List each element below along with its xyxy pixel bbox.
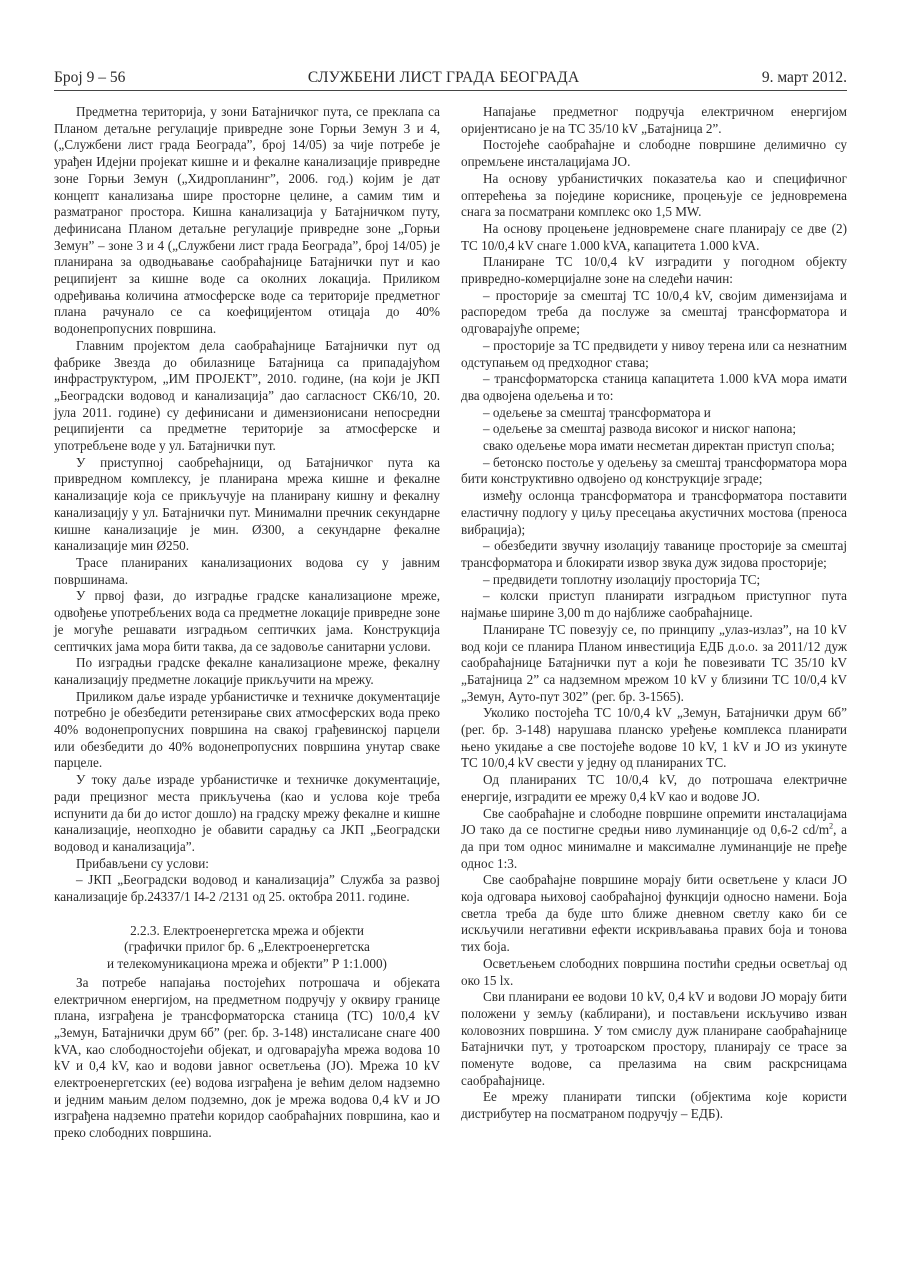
paragraph: У приступној саобрећајници, од Батајничког пута ка привредном комплексу, је планирана мрежа кишне и фекалне канализације која се прикључује на планирану кишну и фекалну канализацију у ул. Батајнички пут. Минимални пречник секундарне кишне канализације је мин. Ø300, а секундарне фекалне канализације мин Ø250. <box>54 454 440 554</box>
list-item: – обезбедити звучну изолацију таванице просторије за смештај трансформатора и блокирати извор звука дуж зидова просторије; <box>461 538 847 570</box>
section-heading <box>54 923 440 973</box>
paragraph: Све саобраћајне површине морају бити осветљене у класи ЈО која одговара њиховој саобраћајној функцији односно намени. Боја светла треба да буде што ближе дневном светлу како би се искључили негативни ефекти искривљавања правих боја и тонова тих боја. <box>461 872 847 955</box>
list-item: свако одељење мора имати несметан директан приступ споља; <box>483 438 835 454</box>
publication-date: 9. март 2012. <box>761 69 847 86</box>
paragraph: У току даље израде урбанистичке и техничке документације, ради прецизног места прикључења (као и услова које треба испунити да би до истог дошло) на градску мрежу фекалне и кишне канализације, неопходно је обавити сарадњу са ЈКП „Београдски водовод и канализација”. <box>54 772 440 854</box>
paragraph: Главним пројектом дела саобраћајнице Батајнички пут од фабрике Звезда до обилазнице Батајница са припадајућом инфраструктуром, „ИМ ПРОЈЕКТ”, 2010. године, (на који је ЈКП „Београдски водовод и канализација” дао сагласност СК6/10, 20. јула 2011. године) су дефинисани и димензионисани непосредни реципијенти са предметне територије за атмосферске и употребљене воде у ул. Батајнички пут. <box>54 337 440 454</box>
paragraph: Планиране ТС повезују се, по принципу „улаз-излаз”, на 10 kV вод који се планира Планом инвестиција ЕДБ д.о.о. за 2011/12 дуж саобраћајнице Батајнички пут а који ће повезивати ТС 35/10 kV „Батајница 2” са надземном мрежом 10 kV у близини ТС 10/0,4 kV „Земун, Ауто-пут 302” (рег. бр. 3-1565). <box>461 621 847 704</box>
section-heading-line: (графички прилог бр. 6 „Електроенергетска <box>124 939 370 955</box>
publication-title: СЛУЖБЕНИ ЛИСТ ГРАДА БЕОГРАДА <box>307 69 580 86</box>
paragraph: Приликом даље израде урбанистичке и техничке документације потребно је обезбедити ретензирање свих атмосферских вода преко 40% водонепропусних површина на свакој грађевинској парцели или обезбедити до 40% водонепропусних површина унутар сваке парцеле. <box>54 688 440 771</box>
list-item: – колски приступ планирати изградњом приступног пута најмање ширине 3,00 m до најближе саобраћајнице. <box>461 588 847 621</box>
paragraph-text: Све саобраћајне и слободне површине опремити инсталацијама ЈО тако да се постигне средњи ниво луминанције од 0,6-2 cd/m <box>461 805 847 838</box>
paragraph: На основу процењене једновремене снаге планирају се две (2) ТС 10/0,4 kV снаге 1.000 kVA, капацитета 1.000 kVA. <box>461 220 847 253</box>
paragraph-text: , а да при том однос минималне и максималне луминанције не пређе однос 1:3. <box>461 822 847 871</box>
list-item: – просторије за ТС предвидети у нивоу терена или са незнатним одступањем од предходног става; <box>461 337 847 370</box>
paragraph: Напајање предметног подручја електричном енергијом оријентисано је на ТС 35/10 kV „Батајница 2”. <box>461 104 847 136</box>
paragraph: Од планираних ТС 10/0,4 kV, до потрошача електричне енергије, изградити ее мрежу 0,4 kV као и водове ЈО. <box>461 772 847 804</box>
paragraph: Уколико постојећа ТС 10/0,4 kV „Земун, Батајнички друм 6б” (рег. бр. 3-148) нарушава планско уређење комплекса планирати њено укидање а све постојеће водове 10 kV, 1 kV и ЈО из укинуте ТС 10/0,4 kV свести у једну од планираних ТС. <box>461 705 847 771</box>
list-item: – ЈКП „Београдски водовод и канализација” Служба за развој канализације бр.24337/1 I4-2 /2131 од 25. октобра 2011. године. <box>54 872 440 905</box>
paragraph: За потребе напајања постојећих потрошача и објеката електричном енергијом, на предметном подручју у оквиру границе плана, изграђена је трансформаторска станица (ТС) 10/0,4 kV „Земун, Батајнички друм 6б” (рег. бр. 3-148) инсталисане снаге 400 kVA, као слободностојећи објекат, и одговарајућа мрежа водова 10 kV и 0,4 kV, као и водови јавног осветљења (ЈО). Мрежа 10 kV електроенергетских (ее) водова изграђена је већим делом надземно и једним мањим делом подземно, док је мрежа водова 0,4 kV и ЈО изграђена надземно пратећи коридор саобраћајних површина, као и преко слободних површина. <box>54 974 440 1141</box>
issue-number: Број 9 – 56 <box>54 69 126 86</box>
list-item: – предвидети топлотну изолацију просторија ТС; <box>483 571 761 587</box>
paragraph: Постојеће саобраћајне и слободне површине делимично су опремљене инсталацијама ЈО. <box>461 137 847 170</box>
page-header <box>54 66 847 91</box>
paragraph: Прибављени су услови: <box>76 855 209 871</box>
list-item: – бетонско постоље у одељењу за смештај трансформатора мора бити конструктивно одвојено од конструкције зграде; <box>461 454 847 487</box>
paragraph <box>461 806 847 873</box>
list-item: – просторије за смештај ТС 10/0,4 kV, својим димензијама и распоредом треба да послуже за смештај трансформатора и одговарајуће опреме; <box>461 287 847 337</box>
paragraph: Сви планирани ее водови 10 kV, 0,4 kV и водови ЈО морају бити положени у земљу (каблирани), и постављени искључиво изван коловозних површина. У том смислу дуж планиране саобраћајнице Батајнички пут, у тротоарском простору, планирају се трасе за поменуте водове, са прелазима на свим раскрсницама саобраћајнице. <box>461 989 847 1088</box>
left-column <box>54 104 440 1142</box>
paragraph: Осветљењем слободних површина постићи средњи осветљај од око 15 lx. <box>461 955 847 988</box>
list-item: – трансформаторска станица капацитета 1.000 kVA мора имати два одвојена одељења и то: <box>461 371 847 403</box>
list-item: – одељење за смештај развода високог и ниског напона; <box>483 421 797 437</box>
list-item: – одељење за смештај трансформатора и <box>483 404 711 420</box>
section-heading-line: 2.2.3. Електроенергетска мрежа и објекти <box>130 922 364 938</box>
superscript: 2 <box>829 821 834 831</box>
paragraph: У првој фази, до изградње градске канализационе мреже, одвођење употребљених вода са предметне локације привредне зоне је могуће решавати изградњом септичких јама. Конструкција септичких јама мора бити таква, да се задовоље санитарни услови. <box>54 588 440 654</box>
paragraph: По изградњи градске фекалне канализационе мреже, фекалну канализацију предметне локације прикључити на мрежу. <box>54 655 440 687</box>
section-heading-line: и телекомуникациона мрежа и објекти” Р 1:1.000) <box>107 956 387 972</box>
paragraph: Планиране ТС 10/0,4 kV изградити у погодном објекту привредно-комерцијалне зоне на следећи начин: <box>461 254 847 287</box>
paragraph: Предметна територија, у зони Батајничког пута, се преклапа са Планом детаљне регулације привредне зоне Горњи Земун 3 и 4, („Службени лист града Београда”, број 14/05) за чије потребе је урађен Идејни пројекат кишне и и фекалне канализације привредне зоне Горњи Земун („Хидропланинг”, 2006. год.) којим је дат концепт канализања шире просторне целине, а самим тим и разматраног простора. Кишна канализација у Батајничком путу, дефинисана Планом детаљне регулације привредне зоне „Горњи Земун” – зоне 3 и 4 („Службени лист града Београда”, број 14/05) је планирана за одводњавање саобраћајнице Батајнички пут и као реципијент за кишне воде са околних локација. Приликом одређивања количина атмосферске воде са територије предметног плана рачунало се са коефицијентом отицаја до 40% водонепропусних површина. <box>54 104 440 337</box>
list-item: између ослонца трансформатора и трансформатора поставити еластичну подлогу у циљу пресецања акустичних мостова (преноса вибрација); <box>461 488 847 537</box>
paragraph: На основу урбанистичких показатеља као и специфичног оптерећења за поједине кориснике, процењује се једновремена снага за посматрани комплекс око 1,5 MW. <box>461 170 847 220</box>
right-column <box>461 104 847 1123</box>
paragraph: Ее мрежу планирати типски (објектима које користи дистрибутер на посматраном подручју – ЕДБ). <box>461 1089 847 1122</box>
paragraph: Трасе планираних канализационих водова су у јавним површинама. <box>54 554 440 587</box>
